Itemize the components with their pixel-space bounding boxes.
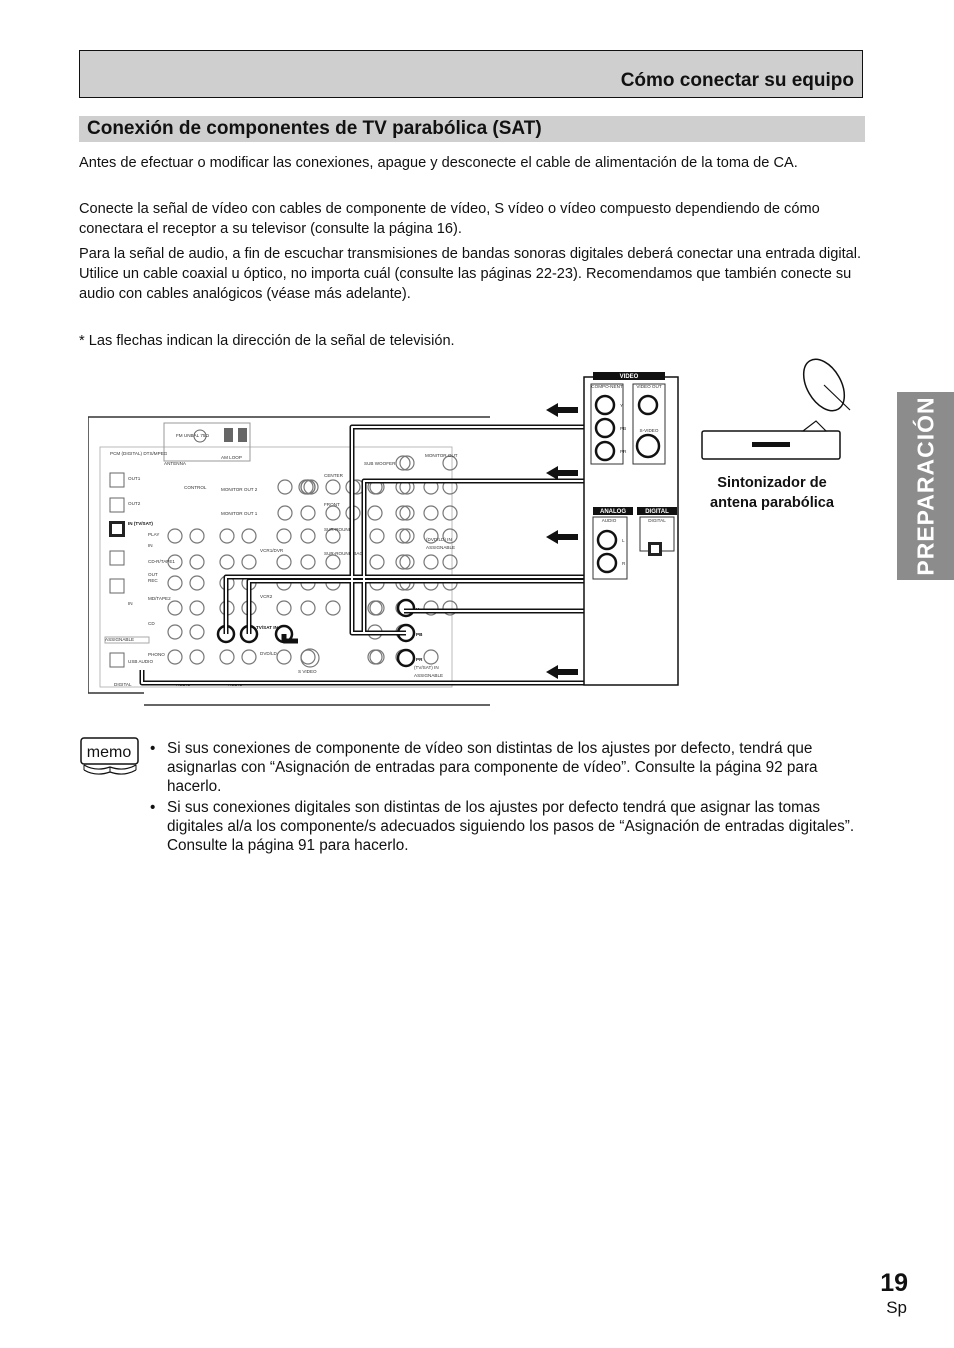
connection-diagram bbox=[88, 355, 868, 710]
label-surround-back: SUR-ROUND BACK bbox=[324, 551, 366, 556]
paragraph-video: Conecte la señal de vídeo con cables de componente de vídeo, S vídeo o vídeo compuesto dependiendo de cómo conectara el receptor a su televisor (consulte la página 16). bbox=[79, 201, 820, 237]
component-label: COMPO-NENT bbox=[591, 384, 623, 389]
label-subwoofer: SUB WOOFER bbox=[364, 461, 396, 466]
receiver-rear-panel bbox=[88, 415, 490, 705]
tuner-pr-label: PR bbox=[620, 449, 627, 454]
tuner-y-label: Y bbox=[620, 403, 624, 408]
s-video-label: S-VIDEO bbox=[639, 428, 659, 433]
header-title: Cómo conectar su equipo bbox=[620, 70, 854, 91]
memo-item: • Si sus conexiones de componente de vídeo son distintas de los ajustes por defecto, tendrá que asignarlas con “Asignación de entradas para componente de vídeo”. Consulte la página 92 para hacerlo. bbox=[150, 740, 818, 795]
label-monitor-out2: MONITOR OUT 2 bbox=[221, 487, 258, 492]
label-out2: OUT2 bbox=[128, 501, 141, 506]
label-assignable-3: ASSIGNABLE bbox=[105, 637, 135, 642]
tuner-caption-line1: Sintonizador de bbox=[717, 475, 827, 491]
l-label: L bbox=[622, 538, 625, 543]
label-usb-audio: USB AUDIO bbox=[128, 659, 154, 664]
memo-item-text: Si sus conexiones de componente de vídeo son distintas de los ajustes por defecto, tendrá que asignarlas con “Asignación de entradas para componente de vídeo”. Consulte la página 92 para hacerlo. bbox=[167, 740, 818, 795]
label-assignable-1: ASSIGNABLE bbox=[426, 545, 456, 550]
side-tab bbox=[897, 392, 954, 580]
label-in: IN bbox=[148, 543, 153, 548]
label-vcr2: VCR2 bbox=[260, 594, 273, 599]
digital-header: DIGITAL bbox=[645, 509, 669, 515]
label-monitor-out1: MONITOR OUT 1 bbox=[221, 511, 258, 516]
label-am-loop: AM LOOP bbox=[221, 455, 242, 460]
label-rec: REC bbox=[148, 578, 158, 583]
memo-icon bbox=[80, 737, 140, 779]
page-language: Sp bbox=[886, 1298, 907, 1317]
satellite-dish-illustration bbox=[702, 355, 853, 459]
label-play: PLAY bbox=[148, 532, 160, 537]
label-in-tv-sat: IN (TV/SAT) bbox=[128, 521, 153, 526]
arrow-note: * Las flechas indican la dirección de la señal de televisión. bbox=[79, 333, 455, 349]
label-control: CONTROL bbox=[184, 485, 207, 490]
tuner-pb-label: PB bbox=[620, 426, 627, 431]
label-surround: SUR-ROUND bbox=[324, 527, 353, 532]
paragraph-audio: Para la señal de audio, a fin de escuchar transmisiones de bandas sonoras digitales deberá conectar una entrada digital. Utilice un cable coaxial u óptico, no importa cuál (consulte las páginas 22-23). Recomendamos que también conecte su audio con cables analógicos (véase más adelante). bbox=[79, 246, 862, 302]
r-label: R bbox=[622, 561, 626, 566]
paragraph-power: Antes de efectuar o modificar las conexiones, apague y desconecte el cable de alimentación de la toma de CA. bbox=[79, 155, 798, 171]
label-s-video: S VIDEO bbox=[298, 669, 317, 674]
label-md-tape2: MD/TAPE2 bbox=[148, 596, 171, 601]
memo-item-text: Si sus conexiones digitales son distintas de los ajustes por defecto tendrá que asignar las tomas digitales al/a los componente/s adecuados siguiendo los pasos de “Asignación de entradas digitales”. Consulte la página 91 para hacerlo. bbox=[167, 799, 855, 854]
page-number: 19 bbox=[880, 1269, 908, 1297]
label-front: FRONT bbox=[324, 502, 340, 507]
memo-item: • Si sus conexiones digitales son distintas de los ajustes por defecto tendrá que asignar las tomas digitales al/a los componente/s adecuados siguiendo los pasos de “Asignación de entradas digitales”. Consulte la página 91 para hacerlo. bbox=[150, 799, 855, 854]
section-title: Conexión de componentes de TV parabólica (SAT) bbox=[87, 118, 542, 139]
header-box bbox=[79, 50, 863, 98]
memo-list bbox=[150, 739, 870, 857]
video-out-label: VIDEO OUT bbox=[636, 384, 662, 389]
label-cd: CD bbox=[148, 621, 155, 626]
label-digital: DIGITAL bbox=[114, 682, 132, 687]
label-dvd-ld: DVD/LD bbox=[260, 651, 277, 656]
audio-label: AUDIO bbox=[601, 518, 617, 523]
label-y: Y bbox=[416, 607, 420, 612]
memo-icon-label: memo bbox=[86, 744, 132, 761]
label-in-dvd: IN bbox=[128, 601, 133, 606]
tuner-caption bbox=[700, 473, 844, 513]
label-out1: OUT1 bbox=[128, 476, 141, 481]
label-phono: PHONO bbox=[148, 652, 165, 657]
video-header: VIDEO bbox=[619, 374, 639, 380]
label-antenna: ANTENNA bbox=[164, 461, 186, 466]
tuner-rear-panel bbox=[584, 372, 678, 685]
label-fm: FM UNBAL 75Ω bbox=[176, 433, 209, 438]
label-vcr1: VCR1/DVR bbox=[260, 548, 284, 553]
label-pr: PR bbox=[416, 657, 423, 662]
label-tv-sat-in-small: (TV/SAT) IN bbox=[414, 665, 439, 670]
label-audio-2: AUDIO bbox=[228, 682, 243, 687]
section-bar bbox=[79, 116, 865, 142]
label-cd-r-tape1: CD-R/TAPE1 bbox=[148, 559, 175, 564]
analog-header: ANALOG bbox=[600, 509, 626, 515]
label-pb: PB bbox=[416, 632, 423, 637]
label-out: OUT bbox=[148, 572, 158, 577]
label-center: CENTER bbox=[324, 473, 343, 478]
label-assignable-2: ASSIGNABLE bbox=[414, 673, 444, 678]
digital-out-label: DIGITAL bbox=[648, 518, 666, 523]
tuner-caption-line2: antena parabólica bbox=[709, 495, 835, 511]
side-tab-label: PREPARACIÓN bbox=[912, 396, 938, 576]
label-dvd-ld-in: (DVD/LD) IN bbox=[426, 537, 452, 542]
label-pcm: PCM (DIGITAL) DTS/MPEG bbox=[110, 451, 168, 456]
label-monitor-out: MONITOR OUT bbox=[425, 453, 458, 458]
label-audio-1: AUDIO bbox=[176, 682, 191, 687]
label-tv-sat-in: TV/SAT IN bbox=[256, 625, 278, 630]
